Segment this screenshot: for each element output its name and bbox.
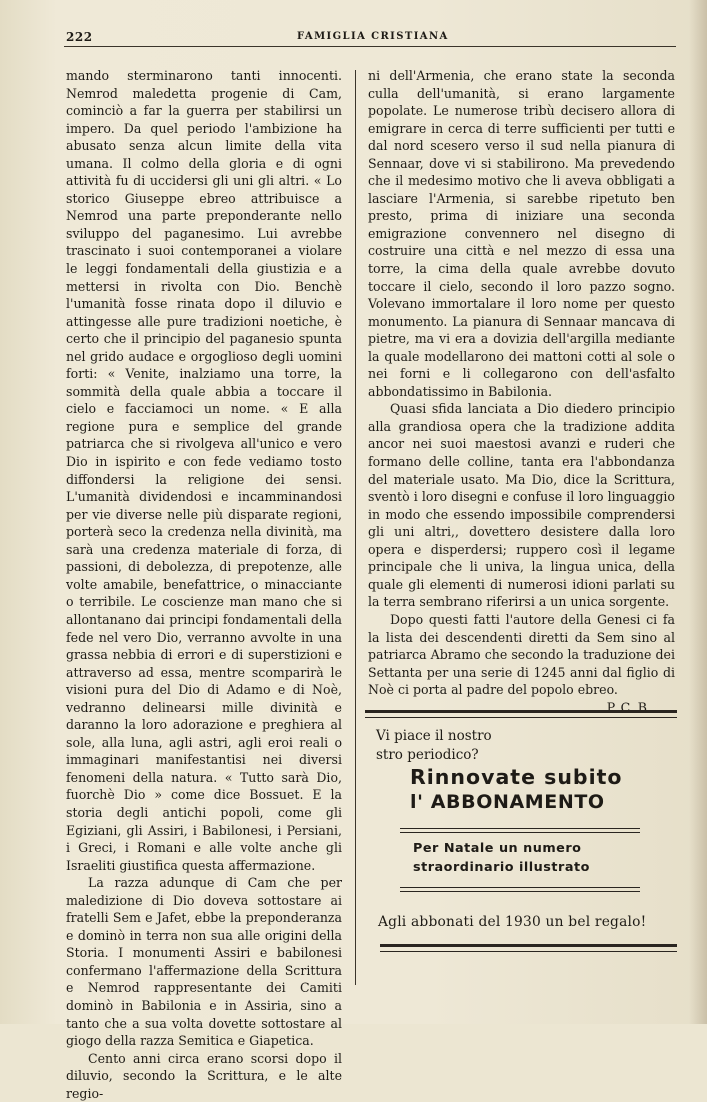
right-column: [368, 67, 675, 716]
ad-middle-rule: [400, 828, 640, 833]
page-edge-shadow: [689, 0, 707, 1024]
right-paragraph-2: Quasi sfida lanciata a Dio diedero principio alla grandiosa opera che la tradizione addita ancor nei suoi maestosi avanzi e ruderi che formano delle colline, tanta era l'abbondanza del materiale usato. Ma Dio, dice la Scrittura, sventò i loro disegni e confuse il loro linguaggio in modo che essendo impossibile comprendersi gli uni altri,, dovettero desistere dalla loro opera e disperdersi; ruppero così il legame principale che li univa, la lingua unica, della quale gli elementi di numerosi idioni parlati su la terra sembrano riferirsi a un unica sorgente.: [368, 401, 675, 610]
ad-question: [376, 727, 492, 765]
ad-middle-rule-2: [400, 887, 640, 892]
author-signature: P. C. B.: [606, 699, 651, 715]
right-paragraph-1: ni dell'Armenia, che erano state la seconda culla dell'umanità, si erano largamente popolate. Le numerose tribù decisero allora di emigrare in cerca di terre sufficienti per tutti e dal nord scesero verso il sud nella pianura di Sennaar, dove vi si stabilirono. Ma prevedendo che il medesimo motivo che li aveva obbligati a lasciare l'Armenia, si sarebbe ripetuto ben presto, prima di iniziare una seconda emigrazione convennero nel disegno di costruire una città e nel mezzo di essa una torre, la cima della quale avrebbe dovuto toccare il cielo, secondo il loro pazzo sogno. Volevano immortalare il loro nome per questo monumento. La pianura di Sennaar mancava di pietre, ma vi era a dovizia dell'argilla mediante la quale modellarono dei mattoni cotti al sole o nei forni e li collegarono con dell'asfalto abbondatissimo in Babilonia.: [368, 68, 675, 399]
left-column: [66, 67, 342, 1102]
right-paragraph-3: Dopo questi fatti l'autore della Genesi ci fa la lista dei descendenti diretti da Sem sino al patriarca Abramo che secondo la traduzione dei Settanta per una serie di 1245 anni dal figlio di Noè ci porta al padre del popolo ebreo.: [368, 611, 675, 698]
ad-top-rule: [365, 710, 677, 718]
ad-headline-1: Rinnovate subito: [410, 765, 623, 789]
header-rule: [64, 46, 676, 47]
ad-subline-2: straordinario illustrato: [413, 860, 590, 875]
ad-subline-1: Per Natale un numero: [413, 841, 582, 856]
running-title: FAMIGLIA CRISTIANA: [297, 31, 449, 42]
left-paragraph-1: mando sterminarono tanti innocenti. Nemrod maledetta progenie di Cam, cominciò a far la guerra per stabilirsi un impero. Da quel periodo l'ambizione ha abusato senza alcun limite della vita umana. Il colmo della gloria e di ogni attività fu di uccidersi gli uni gli altri. « Lo storico Giuseppe ebreo attribuisce a Nemrod una parte preponderante nello sviluppo del paganesimo. Lui avrebbe trascinato i suoi contemporanei a violare le leggi fondamentali della giustizia e a mettersi in rivolta con Dio. Benchè l'umanità fosse rinata dopo il diluvio e attingesse alle pure tradizioni noetiche, è certo che il principio del paganesio spunta nel grido audace e orgoglioso degli uomini forti: « Venite, inalziamo una torre, la sommità della quale abbia a toccare il cielo e facciamoci un nome. « E alla regione pura e semplice del grande patriarca che si rivolgeva all'unico e vero Dio in ispirito e con fede vediamo tosto diffondersi la religione dei sensi. L'umanità dividendosi e incamminandosi per vie diverse nelle più disparate regioni, porterà seco la credenza nella divinità, ma sarà una credenza materiale di forza, di passioni, di debolezza, di prepotenze, alle volte amabile, benefattrice, o minacciante o terribile. Le coscienze man mano che si allontanano dai principi fondamentali della fede nel vero Dio, verranno avvolte in una grassa nebbia di errori e di superstizioni e attraverso ad essa, mentre scomparirà le visioni pura del Dio di Adamo e di Noè, vedranno delinearsi mille divinità e daranno la loro adorazione e preghiera al sole, alla luna, agli astri, agli eroi reali o immaginari manifestantisi nei diversi fenomeni della natura. « Tutto sarà Dio, fuorchè Dio » come dice Bossuet. E la storia degli antichi popoli, come gli Egiziani, gli Assiri, i Babilonesi, i Persiani, i Greci, i Romani e alle volte anche gli Israeliti giustifica questa affermazione.: [66, 68, 342, 873]
page-number: 222: [66, 30, 93, 44]
column-divider: [355, 70, 356, 985]
ad-gift-line: Agli abbonati del 1930 un bel regalo!: [378, 914, 647, 930]
ad-bottom-rule: [380, 944, 677, 952]
left-paragraph-3: Cento anni circa erano scorsi dopo il diluvio, secondo la Scrittura, e le alte regio-: [66, 1050, 342, 1101]
ad-question-line-2: stro periodico?: [376, 747, 479, 763]
ad-headline-2: l' ABBONAMENTO: [410, 791, 605, 813]
left-paragraph-2: La razza adunque di Cam che per maledizione di Dio doveva sottostare ai fratelli Sem e Jafet, ebbe la preponderanza e dominò in terra non sua alle origini della Storia. I monumenti Assiri e babilonesi confermano l'affermazione della Scrittura e Nemrod rappresentante dei Camiti dominò in Babilonia e in Assiria, sino a tanto che a sua volta dovette sottostare al giogo della razza Semitica e Giapetica.: [66, 875, 342, 1049]
ad-question-line-1: Vi piace il nostro: [376, 728, 492, 744]
